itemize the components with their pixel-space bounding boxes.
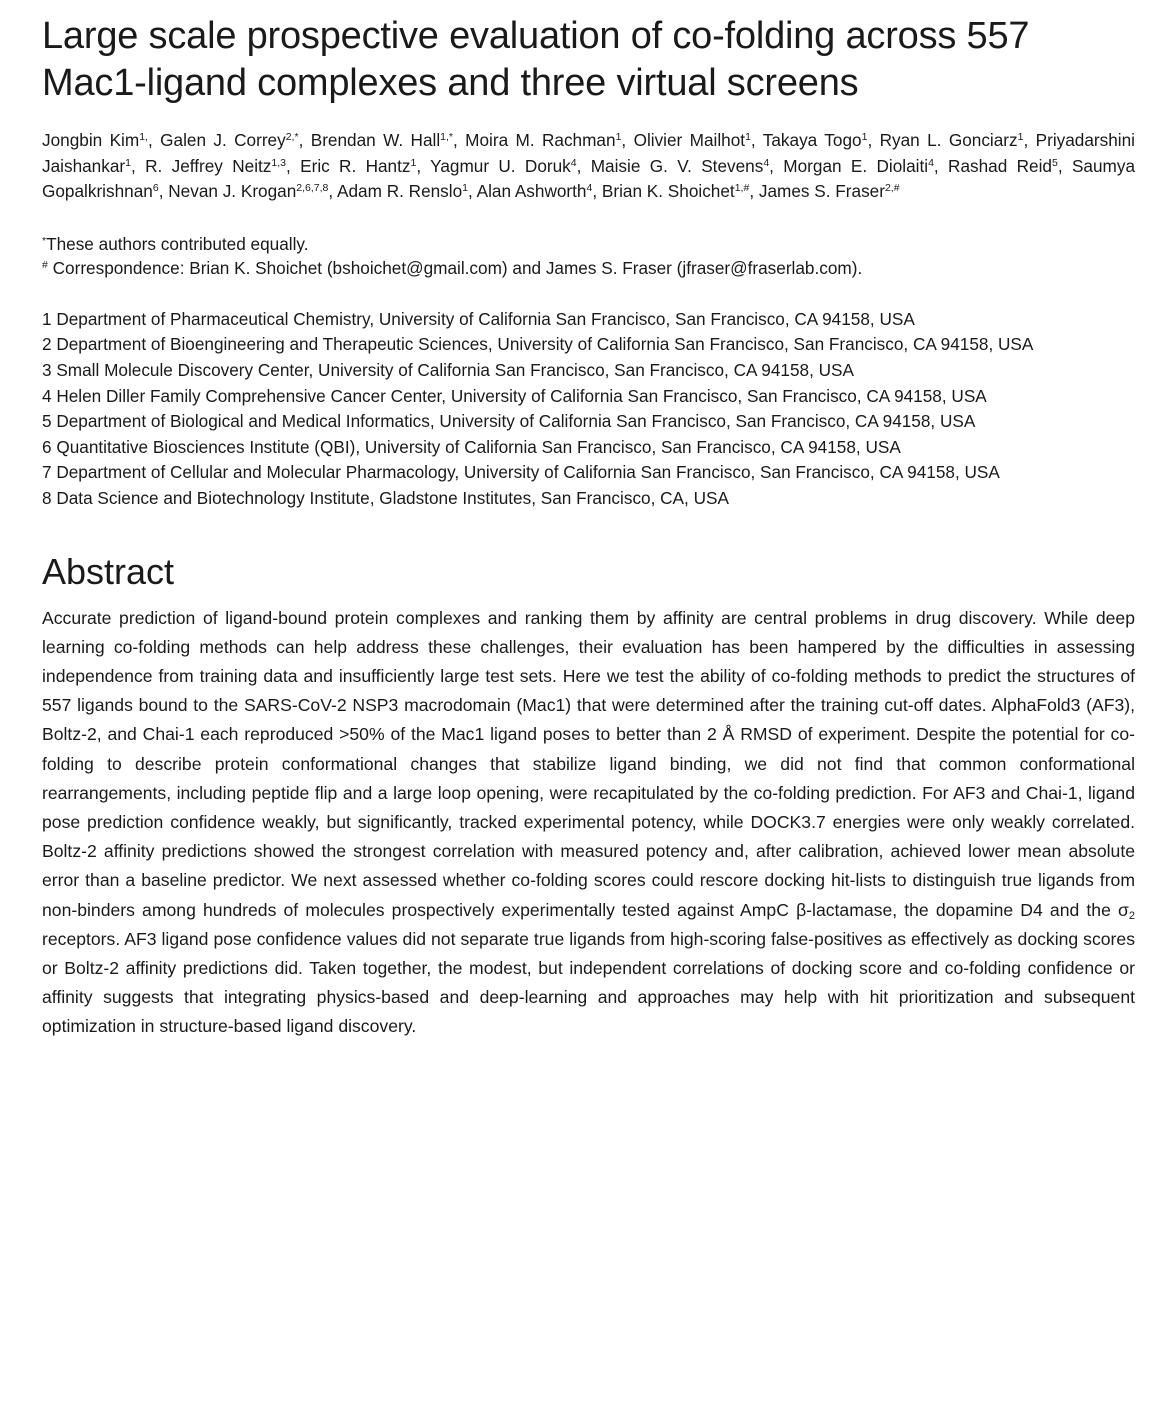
equal-contribution-note: *These authors contributed equally. [42, 233, 309, 254]
affiliation: 4 Helen Diller Family Comprehensive Cancer Center, University of California San Francisco, San Francisco, CA 94158, USA [42, 385, 987, 406]
affiliation: 8 Data Science and Biotechnology Institute, Gladstone Institutes, San Francisco, CA, USA [42, 487, 729, 508]
author: Rashad Reid$^5$ [948, 155, 1058, 176]
author: Maisie G. V. Stevens$^4$ [590, 155, 770, 176]
author: Ryan L. Gonciarz$^1$ [879, 130, 1024, 150]
author: Moira M. Rachman$^1$ [465, 130, 622, 150]
affiliation: 6 Quantitative Biosciences Institute (QBI), University of California San Francisco, San Francisco, CA 94158, USA [42, 436, 901, 457]
affiliation: 7 Department of Cellular and Molecular Pharmacology, University of California San Francisco, San Francisco, CA 94158, USA [42, 462, 1000, 483]
author: Brian K. Shoichet$^{1,\#}$ [601, 181, 750, 202]
affiliation: 2 Department of Bioengineering and Therapeutic Sciences, University of California San Francisco, San Francisco, CA 94158, USA [42, 334, 1034, 355]
author: Jongbin Kim$^{1,}$ [42, 130, 148, 150]
affiliation: 5 Department of Biological and Medical Informatics, University of California San Francisco, San Francisco, CA 94158, USA [42, 411, 976, 432]
author-list: Jongbin Kim$^{1,}$, Galen J. Correy$^{2,*}$, Brendan W. Hall$^{1,*}$, Moira M. Rachman$^1$, Olivier Mailhot$^1$, Takaya Togo$^1$, Ryan L. Gonciarz$^1$, Priyadarshini Jaishankar$^1$, R. Jeffrey Neitz$^{1,3}$, Eric R. Hantz$^1$, Yagmur U. Doruk$^4$, Maisie G. V. Stevens$^4$, Morgan E. Diolaiti$^4$, Rashad Reid$^5$, Saumya Gopalkrishnan$^6$, Nevan J. Krogan$^{2,6,7,8}$, Adam R. Renslo$^1$, Alan Ashworth$^4$, Brian K. Shoichet$^{1,\#}$, James S. Fraser$^{2,\#}$ [42, 130, 1136, 202]
author: Brendan W. Hall$^{1,*}$ [310, 130, 453, 150]
author: Takaya Togo$^1$ [762, 130, 868, 150]
abstract-body: Accurate prediction of ligand-bound protein complexes and ranking them by affinity are central problems in drug discovery. While deep learning co-folding methods can help address these challenges, their evaluation has been hampered by the difficulties in assessing independence from training data and insufficiently large test sets. Here we test the ability of co-folding methods to predict the structures of 557 ligands bound to the SARS-CoV-2 NSP3 macrodomain (Mac1) that were determined after the training cut-off dates. AlphaFold3 (AF3), Boltz-2, and Chai-1 each reproduced >50% of the Mac1 ligand poses to better than 2 Å RMSD of experiment. Despite the potential for co-folding to describe protein conformational changes that stabilize ligand binding, we did not find that common conformational rearrangements, including peptide flip and a large loop opening, were recapitulated by the co-folding prediction. For AF3 and Chai-1, ligand pose prediction confidence weakly, but significantly, tracked experimental potency, while DOCK3.7 energies were only weakly correlated. Boltz-2 affinity predictions showed the strongest correlation with measured potency and, after calibration, achieved lower mean absolute error than a baseline predictor. We next assessed whether co-folding scores could rescore docking hit-lists to distinguish true ligands from non-binders among hundreds of molecules prospectively experimentally tested against AmpC β-lactamase, the dopamine D4 and the $\sigma_2$ receptors. AF3 ligand pose confidence values did not separate true ligands from high-scoring false-positives as effectively as docking scores or Boltz-2 affinity predictions did. Taken together, the modest, but independent correlations of docking score and co-folding confidence or affinity suggests that integrating physics-based and deep-learning and approaches may help with hit prioritization and subsequent optimization in structure-based ligand discovery. [42, 607, 1135, 1037]
author: Nevan J. Krogan$^{2,6,7,8}$ [168, 181, 329, 202]
affiliation-list [42, 307, 1135, 512]
author: James S. Fraser$^{2,\#}$ [758, 181, 900, 202]
author: Alan Ashworth$^4$ [476, 181, 593, 202]
abstract-heading: Abstract [42, 550, 175, 592]
paper-title: Large scale prospective evaluation of co-folding across 557 Mac1-ligand complexes and three virtual screens [42, 15, 1030, 104]
author: Priyadarshini Jaishankar$^1$ [42, 130, 1135, 176]
author: Morgan E. Diolaiti$^4$ [783, 155, 934, 176]
author: Galen J. Correy$^{2,*}$ [160, 130, 299, 150]
author: Saumya Gopalkrishnan$^6$ [42, 155, 1136, 202]
author: R. Jeffrey Neitz$^{1,3}$ [145, 155, 286, 176]
affiliation: 3 Small Molecule Discovery Center, University of California San Francisco, San Francisco, CA 94158, USA [42, 359, 854, 380]
author: Olivier Mailhot$^1$ [633, 130, 751, 150]
author: Eric R. Hantz$^1$ [300, 155, 417, 176]
author: Yagmur U. Doruk$^4$ [430, 155, 577, 176]
author-notes [42, 232, 1135, 280]
author: Adam R. Renslo$^1$ [337, 181, 468, 202]
correspondence-note: # Correspondence: Brian K. Shoichet (bshoichet@gmail.com) and James S. Fraser (jfraser@fraserlab.com). [42, 257, 863, 278]
affiliation: 1 Department of Pharmaceutical Chemistry, University of California San Francisco, San Francisco, CA 94158, USA [42, 308, 915, 329]
